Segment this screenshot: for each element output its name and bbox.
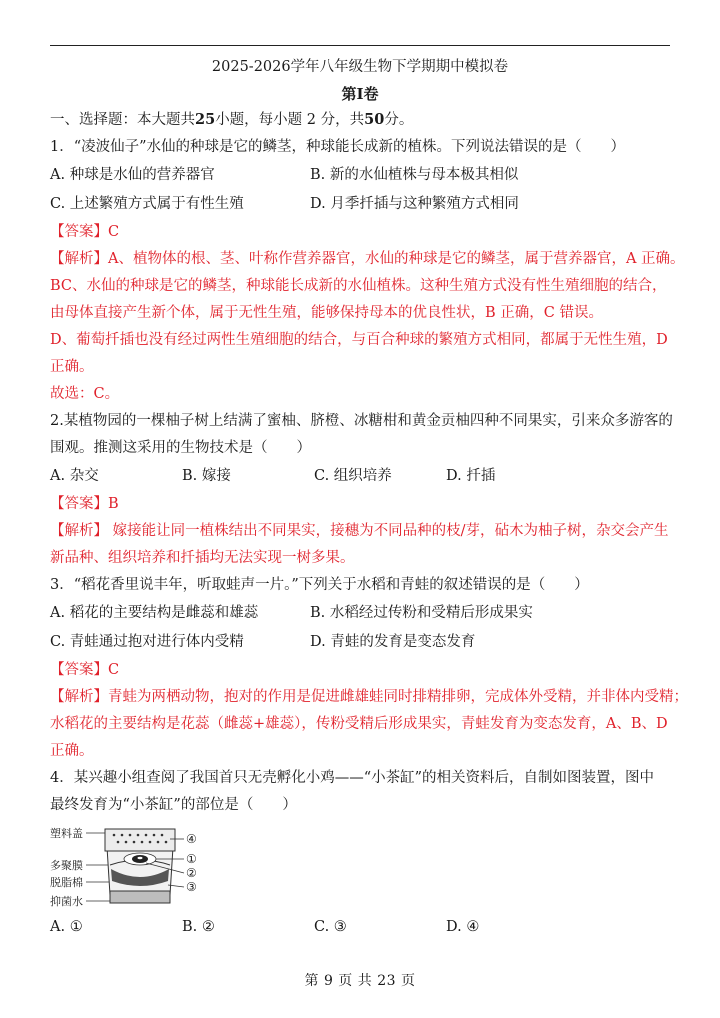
q1-options-2 xyxy=(50,190,670,219)
q2-answer: 【答案】B xyxy=(50,496,119,512)
q1-option-b: B. 新的水仙植株与母本极其相似 xyxy=(310,167,519,183)
q1-stem: 1．“凌波仙子”水仙的种球是它的鳞茎，种球能长成新的植株。下列说法错误的是（ ） xyxy=(50,139,626,155)
q3-option-d: D. 青蛙的发育是变态发育 xyxy=(310,634,476,650)
marker-3: ③ xyxy=(186,880,197,894)
q3-option-c: C. 青蛙通过抱对进行体内受精 xyxy=(50,634,244,650)
q1-analysis-line: 正确。 xyxy=(50,359,94,375)
label-cotton: 脱脂棉 xyxy=(50,876,83,889)
q4-stem-cont: 最终发育为“小茶缸”的部位是（ ） xyxy=(50,797,297,813)
q1-option-d: D. 月季扦插与这种繁殖方式相同 xyxy=(310,196,519,212)
header-rule xyxy=(50,45,670,46)
label-membrane: 多聚膜 xyxy=(50,859,83,872)
q1-option-a: A. 种球是水仙的营养器官 xyxy=(50,167,215,183)
q1-answer: 【答案】C xyxy=(50,224,120,240)
q4-stem: 4．某兴趣小组查阅了我国首只无壳孵化小鸡——“小茶缸”的相关资料后，自制如图装置，图中 xyxy=(50,770,655,786)
q1-analysis-line: BC、水仙的种球是它的鳞茎，种球能长成新的水仙植株。这种生殖方式没有性生殖细胞的结合， xyxy=(50,278,667,294)
q2-option-d: D. 扦插 xyxy=(446,468,496,484)
q2-stem-cont: 围观。推测这采用的生物技术是（ ） xyxy=(50,440,311,456)
incubator-figure xyxy=(50,825,250,913)
marker-2: ② xyxy=(186,866,197,880)
q3-option-b: B. 水稻经过传粉和受精后形成果实 xyxy=(310,605,533,621)
q3-analysis-line: 【解析】青蛙为两栖动物，抱对的作用是促进雌雄蛙同时排精排卵，完成体外受精，并非体内受精； xyxy=(50,689,688,705)
q3-answer: 【答案】C xyxy=(50,662,120,678)
q2-analysis-line: 【解析】 嫁接能让同一植株结出不同果实，接穗为不同品种的枝/芽，砧木为柚子树，杂交会产生 xyxy=(50,523,669,539)
document-page xyxy=(50,56,688,942)
q2-option-b: B. 嫁接 xyxy=(182,468,231,484)
q1-analysis-line: 故选：C。 xyxy=(50,386,120,402)
q2-option-a: A. 杂交 xyxy=(50,468,99,484)
q4-option-a: A. ① xyxy=(50,919,83,935)
section-heading: 一、选择题：本大题共25小题，每小题 2 分，共50分。 xyxy=(50,111,414,128)
q1-option-c: C. 上述繁殖方式属于有性生殖 xyxy=(50,196,244,212)
q3-analysis-line: 水稻花的主要结构是花蕊（雌蕊+雄蕊），传粉受精后形成果实，青蛙发育为变态发育，A、B、D xyxy=(50,716,668,732)
water-layer xyxy=(110,891,170,903)
q2-option-c: C. 组织培养 xyxy=(314,468,392,484)
q4-option-c: C. ③ xyxy=(314,919,347,935)
egg-incubator-diagram xyxy=(50,825,670,913)
marker-4: ④ xyxy=(186,832,197,846)
q2-analysis-line: 新品种、组织培养和扦插均无法实现一树多果。 xyxy=(50,550,355,566)
q1-analysis-line: D、葡萄扦插也没有经过两性生殖细胞的结合，与百合种球的繁殖方式相同，都属于无性生殖，D xyxy=(50,332,668,348)
exam-title: 2025-2026学年八年级生物下学期期中模拟卷 xyxy=(211,59,509,75)
q3-stem: 3．“稻花香里说丰年，听取蛙声一片。”下列关于水稻和青蛙的叙述错误的是（ ） xyxy=(50,577,589,593)
volume-title: 第Ⅰ卷 xyxy=(341,85,379,103)
page-footer xyxy=(0,970,720,990)
label-plastic-lid: 塑料盖 xyxy=(50,827,83,840)
q1-analysis-line: 由母体直接产生新个体，属于无性生殖，能够保持母本的优良性状，B 正确，C 错误。 xyxy=(50,305,603,321)
q2-stem: 2.某植物园的一棵柚子树上结满了蜜柚、脐橙、冰糖柑和黄金贡柚四种不同果实，引来众多游客的 xyxy=(50,413,673,429)
q1-analysis-line: 【解析】A、植物体的根、茎、叶称作营养器官，水仙的种球是它的鳞茎，属于营养器官，A 正确。 xyxy=(50,251,685,267)
page-number: 第 9 页 共 23 页 xyxy=(304,973,416,989)
q2-options xyxy=(50,462,670,491)
q4-option-d: D. ④ xyxy=(446,919,480,935)
q3-options-2 xyxy=(50,628,670,657)
label-water: 抑菌水 xyxy=(50,895,83,908)
q1-options xyxy=(50,161,670,190)
q4-options xyxy=(50,913,670,942)
q3-option-a: A. 稻花的主要结构是雌蕊和雄蕊 xyxy=(50,605,259,621)
q4-option-b: B. ② xyxy=(182,919,215,935)
marker-1: ① xyxy=(186,852,197,866)
q3-options xyxy=(50,599,670,628)
q3-analysis-line: 正确。 xyxy=(50,743,94,759)
